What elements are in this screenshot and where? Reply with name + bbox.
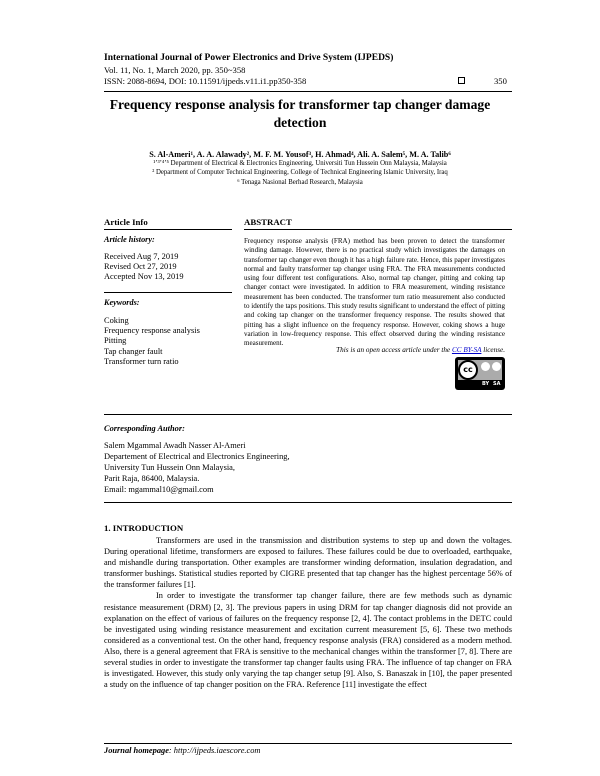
introduction-body xyxy=(104,535,512,690)
person-icon xyxy=(481,362,490,371)
author-list: S. Al-Ameri¹, A. A. Alawady², M. F. M. Yousof³, H. Ahmad⁴, Ali. A. Salem⁵, M. A. Talib⁶ xyxy=(149,150,451,159)
article-info-heading: Article Info xyxy=(104,217,148,227)
paper-title: Frequency response analysis for transformer tap changer damage detection xyxy=(109,97,491,130)
history-accepted: Accepted Nov 13, 2019 xyxy=(104,272,184,281)
footer-rule xyxy=(104,743,512,744)
journal-volume: Vol. 11, No. 1, March 2020, pp. 350~358 xyxy=(104,65,246,75)
history-rule xyxy=(104,292,232,293)
paragraph: In order to investigate the transformer tap changer failure, there are few methods such as dynamic resistance measurement (DRM) [2, 3]. The previous papers in using DRM for tap changer diagnosis did not provide an explanation on the effect of various of failures on the frequency response [2, 4]. The contact problems in the DETC could be investigated using winding resistance measurement and excitation current measurement [5, 6]. These two methods considered as a conventional test. On the other hand, frequency response analysis (FRA) considered as a modern method. Also, there is a general agreement that FRA is sensitive to the mechanical changes within the transformer [7, 8]. There are several studies in order to investigate the transformer tap changer faults using FRA. The influence of tap changer on FRA is investigated. However, this study only varying the tap changer setup [9]. Also, S. Banaszak in [10], the paper presented a study on the influence of tap changer position on the FRA. Reference [11] investigate the effect xyxy=(104,591,512,690)
affiliation-2: ² Department of Computer Technical Engineering, College of Technical Engineering Islamic University, Iraq xyxy=(152,169,448,176)
keyword-item: Tap changer fault xyxy=(104,347,163,356)
keyword-item: Frequency response analysis xyxy=(104,326,200,335)
article-history-heading: Article history: xyxy=(104,235,155,244)
corresponding-line: Parit Raja, 86400, Malaysia. xyxy=(104,474,200,483)
corresponding-heading: Corresponding Author: xyxy=(104,424,185,433)
abstract-rule xyxy=(244,229,512,230)
corresponding-line: University Tun Hussein Onn Malaysia, xyxy=(104,463,235,472)
keyword-item: Coking xyxy=(104,316,129,325)
history-revised: Revised Oct 27, 2019 xyxy=(104,262,177,271)
cc-sa-label: SA xyxy=(493,381,501,387)
license-link[interactable]: CC BY-SA xyxy=(451,346,482,354)
footer-url[interactable]: : http://ijpeds.iaescore.com xyxy=(168,746,261,755)
cc-by-label: BY xyxy=(482,381,490,387)
cc-license-badge[interactable] xyxy=(455,357,505,390)
footer xyxy=(104,746,260,755)
section-heading-introduction: 1. INTRODUCTION xyxy=(104,523,184,533)
corresponding-bottom-rule xyxy=(104,502,512,503)
affiliation-1: ¹ʼ³ʼ⁴ʼ⁵ Department of Electrical & Electronics Engineering, Universiti Tun Hussein Onn Malaysia, Malaysia xyxy=(153,160,447,167)
paragraph: Transformers are used in the transmission and distribution systems to step up and down the voltages. During operational lifetime, transformers are exposed to failures. These failures could be due to overloaded, earthquake, and mishandle during transportation. Other examples are transformer winding deformation, insulation degradation, and transformer bushings. Statistical studies reported by CIGRE presented that tap changer has the highest percentage 56% of the transformer failures [1]. xyxy=(104,536,512,590)
share-alike-icon xyxy=(492,362,501,371)
cc-icon: cc xyxy=(458,360,478,380)
abstract-text: Frequency response analysis (FRA) method has been proven to detect the transformer winding damage. However, there is no practical study which investigates the damages on transformer tap changer even though it has a high failure rate. Hence, this paper investigates normal and faulty transformer tap changer using FRA. The FRA measurements conducted using four different test configurations. Also, normal tap changer, pitting and coking tap changer contact were investigated. In addition to FRA measurement, winding resistance measurement has been conducted. The transformer turn ratio measurement also conducted to identify the taps positions. This study results significant to understand the effect of pitting and coking tap changer on the transformer frequency response. The results showed that pitting has a slight influence on the frequency response. However, coking shows a huge variation in low-frequency response. This effect observed during the winding resistance measurement. xyxy=(244,237,505,348)
footer-label: Journal homepage xyxy=(104,746,169,755)
affiliation-3: ⁶ Tenaga Nasional Berhad Research, Malaysia xyxy=(237,179,363,186)
corresponding-email: Email: mgammal10@gmail.com xyxy=(104,485,214,494)
keywords-heading: Keywords: xyxy=(104,298,140,307)
journal-issn-doi: ISSN: 2088-8694, DOI: 10.11591/ijpeds.v11.i1.pp350-358 xyxy=(104,76,307,86)
page-number: 350 xyxy=(494,76,507,86)
journal-name: International Journal of Power Electronics and Drive System (IJPEDS) xyxy=(104,53,394,63)
header-rule xyxy=(104,91,512,92)
history-received: Received Aug 7, 2019 xyxy=(104,252,179,261)
abstract-heading: ABSTRACT xyxy=(244,217,292,227)
open-access-note: This is an open access article under the CC BY-SA license. xyxy=(336,346,505,354)
keyword-item: Transformer turn ratio xyxy=(104,357,179,366)
article-info-rule xyxy=(104,229,232,230)
keyword-item: Pitting xyxy=(104,336,127,345)
square-icon xyxy=(458,77,465,84)
corresponding-top-rule xyxy=(104,414,512,415)
corresponding-line: Salem Mgammal Awadh Nasser Al-Ameri xyxy=(104,441,246,450)
corresponding-line: Departement of Electrical and Electronics Engineering, xyxy=(104,452,290,461)
